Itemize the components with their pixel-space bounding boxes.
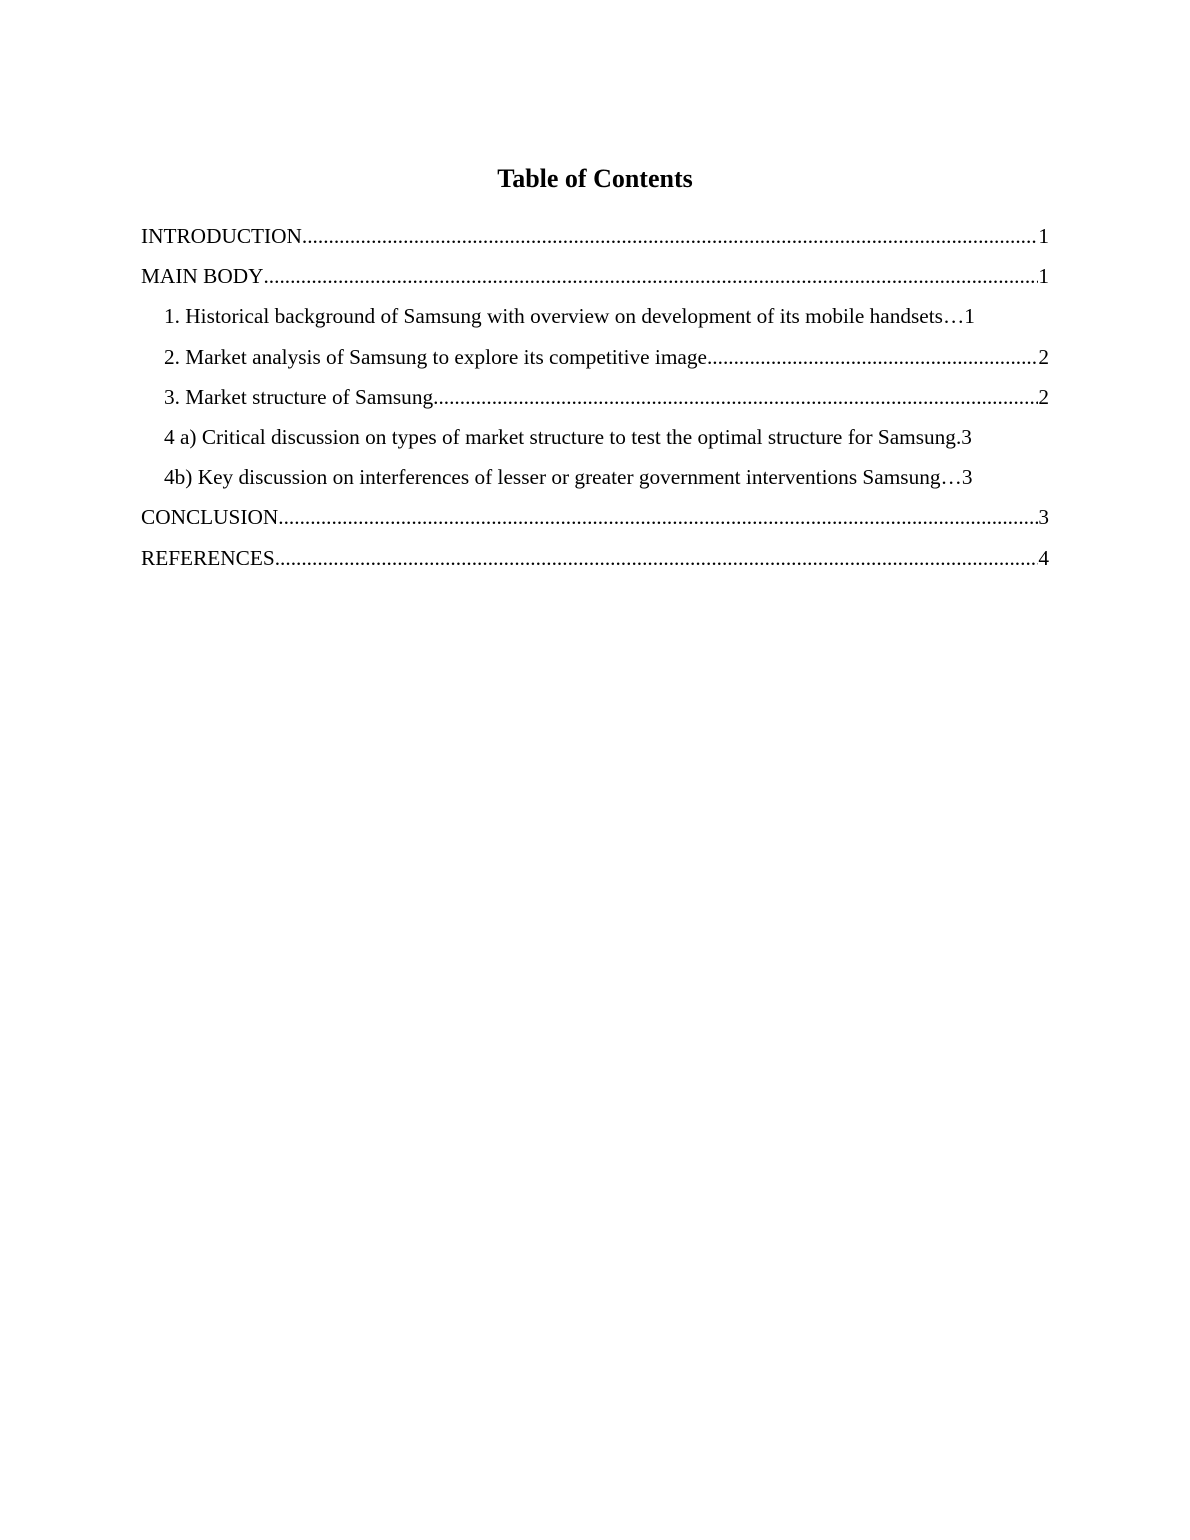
toc-dot-leader [943,296,964,336]
table-of-contents [141,216,1049,578]
toc-page-number: 2 [1038,344,1049,369]
toc-page-number: 2 [1038,384,1049,409]
toc-entry-label: MAIN BODY [141,264,264,289]
toc-page-number: 1 [1038,224,1049,248]
toc-entry-label: 3. Market structure of Samsung [164,384,434,409]
toc-entry-label: INTRODUCTION [141,224,302,248]
toc-page-number: 1 [1038,264,1049,289]
toc-entry-government-interventions[interactable] [141,457,1049,497]
toc-entry-historical-background[interactable] [141,296,1049,336]
toc-entry-conclusion[interactable] [141,497,1049,537]
toc-dot-leader [263,256,1038,296]
toc-entry-references[interactable] [141,538,1049,578]
toc-dot-leader [707,337,1038,377]
toc-dot-leader [278,497,1038,537]
toc-entry-label: REFERENCES [141,545,275,570]
toc-entry-label: 1. Historical background of Samsung with overview on development of its mobile handsets [164,304,943,329]
toc-page-number: 3 [961,465,973,490]
toc-entry-main-body[interactable] [141,256,1049,296]
toc-dot-leader [302,216,1038,256]
toc-entry-label: CONCLUSION [141,505,279,530]
toc-dot-leader [275,538,1039,578]
toc-entry-introduction[interactable] [141,216,1049,256]
page-title: Table of Contents [497,164,693,193]
toc-entry-critical-discussion[interactable] [141,417,1049,457]
toc-dot-leader [433,377,1038,417]
toc-page-number: 3 [1038,505,1049,530]
toc-page-number: 4 [1038,545,1049,570]
toc-entry-market-analysis[interactable] [141,337,1049,377]
toc-page-number: 3 [961,424,972,449]
toc-page-number: 1 [964,304,975,329]
toc-entry-label: 4 a) Critical discussion on types of market structure to test the optimal structure for Samsung [164,424,956,449]
toc-entry-market-structure[interactable] [141,377,1049,417]
toc-entry-label: 2. Market analysis of Samsung to explore its competitive image [164,344,707,369]
toc-entry-label: 4b) Key discussion on interferences of lesser or greater government interventions Samsung [164,465,941,490]
toc-dot-leader [941,457,962,497]
